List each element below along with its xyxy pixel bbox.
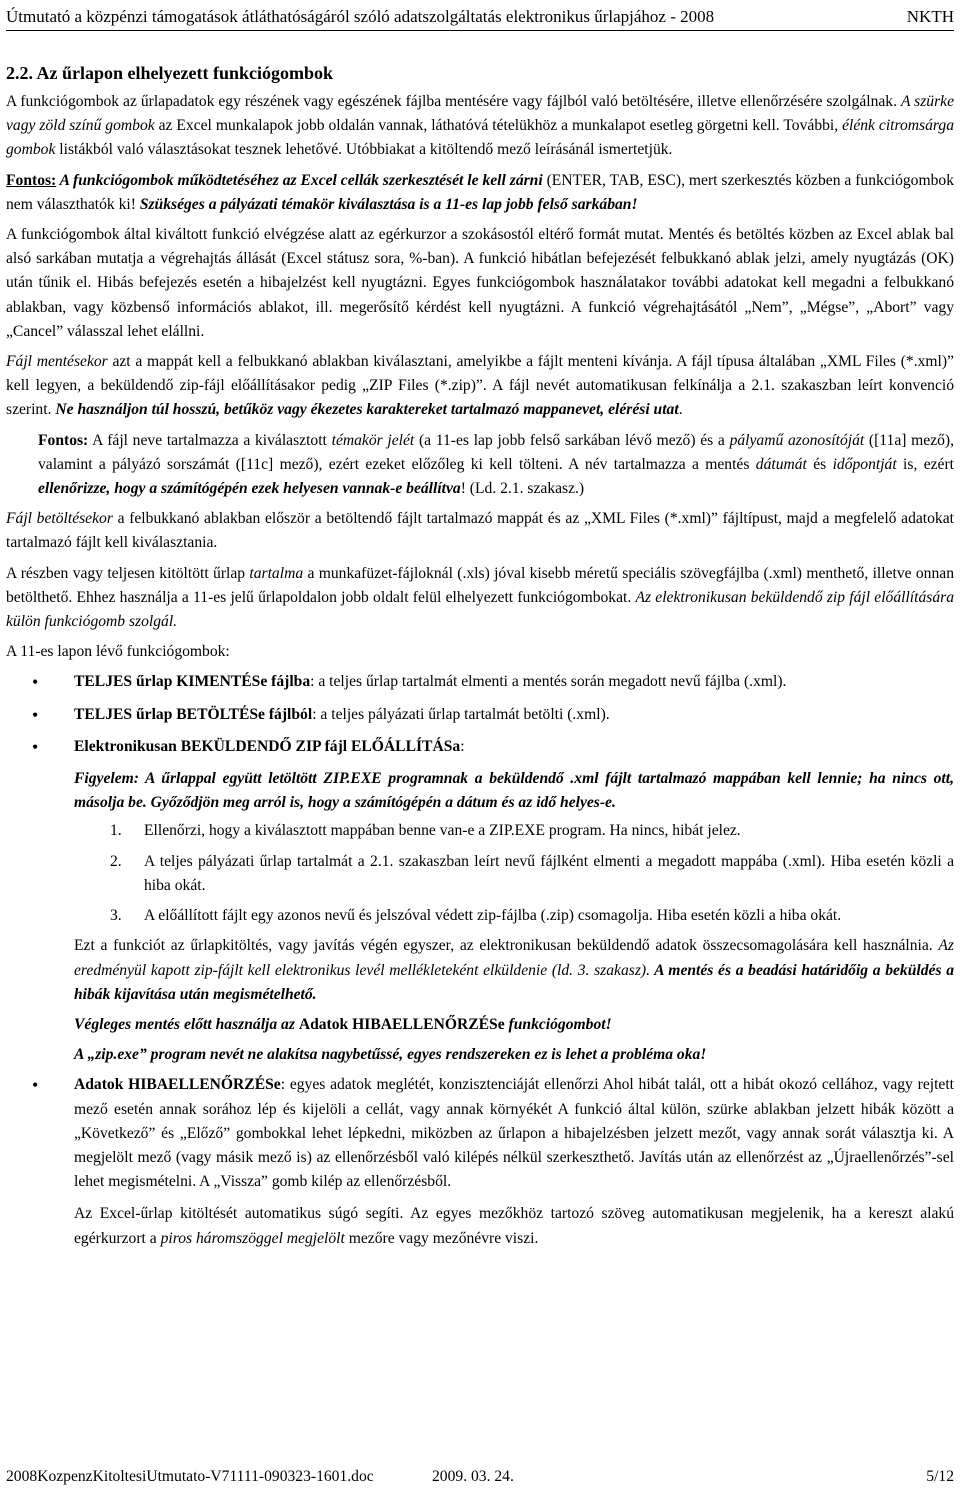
section-title: 2.2. Az űrlapon elhelyezett funkciógombok xyxy=(6,63,333,83)
page-footer xyxy=(6,1466,954,1488)
paragraph-cursor: A funkciógombok által kiváltott funkció elvégzése alatt az egérkurzor a szokásostól eltérő formát mutat. Mentés és betöltés közben az Excel ablak bal alsó sarkában mutatja a végrehajtás állását (Excel státusz sora, %-ban). A funkció hibátlan befejezését felbukkanó ablak jelzi, amely nyugtázás (OK) után tűnik el. Hibás befejezés esetén a hibajelzést kell nyugtázni. Egyes funkciógombok használatakor további adatokat kell megadni a felbukkanó ablakban, vagy közbenső információs ablakot, ill. megerősítő kérdést kell nyugtázni. A funkció végrehajtásától „Nem”, „Mégse”, „Abort” vagy „Cancel” válasszal lehet elállni. xyxy=(6,226,954,340)
paragraph-file-load: Fájl betöltésekor a felbukkanó ablakban először a betöltendő fájlt tartalmazó mappát és az „XML Files (*.xml)” fájltípust, majd a megfelelő adatokat tartalmazó fájlt kell kiválasztania. xyxy=(6,510,954,552)
zip-steps xyxy=(6,819,954,928)
help-note xyxy=(6,1202,954,1250)
footer-filename: 2008KozpenzKitoltesiUtmutato-V71111-090323-1601.doc xyxy=(6,1468,374,1485)
zip-details xyxy=(6,767,954,1067)
paragraph-help: Az Excel-űrlap kitöltését automatikus súgó segíti. Az egyes mezőkhöz tartozó szöveg automatikusan megjelenik, ha a kereszt alakú egérkurzort a piros háromszöggel megjelölt mezőre vagy mezőnévre viszi. xyxy=(74,1205,954,1247)
paragraph-important: Fontos: A funkciógombok működtetéséhez az Excel cellák szerkesztését le kell zárni (ENTER, TAB, ESC), mert szerkesztés közben a funkciógombok nem választhatók ki! Szükséges a pályázati témakör kiválasztása is a 11-es lap jobb felső sarkában! xyxy=(6,171,954,213)
list-item-load-full: • TELJES űrlap BETÖLTÉSe fájlból: a teljes pályázati űrlap tartalmát betölti (.xml). xyxy=(32,704,610,725)
footer-date: 2009. 03. 24. xyxy=(432,1468,514,1485)
page-content xyxy=(6,60,954,1255)
paragraph-final-save: Végleges mentés előtt használja az Adatok HIBAELLENŐRZÉSe funkciógombot! xyxy=(74,1015,612,1033)
paragraph-content-save: A részben vagy teljesen kitöltött űrlap tartalma a munkafüzet-fájloknál (.xls) jóval kisebb méretű speciális szövegfájlba (.xml) menthető, illetve onnan betölthető. Ehhez használja a 11-es jelű űrlapoldalon jobb oldalt felül elhelyezett funkciógombokat. Az elektronikusan beküldendő zip fájl előállítására külön funkciógomb szolgál. xyxy=(6,564,954,631)
list-item-save-full: • TELJES űrlap KIMENTÉSe fájlba: a teljes űrlap tartalmát elmenti a mentés során megadott nevű fájlba (.xml). xyxy=(32,672,787,693)
header-org: NKTH xyxy=(906,7,954,26)
paragraph-file-save: Fájl mentésekor azt a mappát kell a felbukkanó ablakban kiválasztani, amelyikbe a fájlt menteni kívánja. A fájl típusa általában „XML Files (*.xml)” kell legyen, a beküldendő zip-fájl előállításakor pedig „ZIP Files (*.zip)”. A fájl nevét automatikusan felkínálja a 2.1. szakaszban leírt konvenció szerint. Ne használjon túl hosszú, betűköz vagy ékezetes karaktereket tartalmazó mappanevet, elérési utat. xyxy=(6,353,954,419)
list-item-zip: • Elektronikusan BEKÜLDENDŐ ZIP fájl ELŐÁLLÍTÁSa: xyxy=(32,736,465,757)
page-header xyxy=(6,4,954,31)
paragraph-filename: Fontos: A fájl neve tartalmazza a kiválasztott témakör jelét (a 11-es lap jobb felső sarkában lévő mező) és a pályamű azonosítóját ([11a] mező), valamint a pályázó sorszámát ([11c] mező), ezért ezeket előzőleg ki kell tölteni. A név tartalmazza a mentés dátumát és időpontját is, ezért ellenőrizze, hogy a számítógépén ezek helyesen vannak-e beállítva! (Ld. 2.1. szakasz.) xyxy=(38,431,955,498)
step-item: 2. A teljes pályázati űrlap tartalmát a 2.1. szakaszban leírt nevű fájlként elmenti a megadott mappába (.xml). Hiba esetén közli a hiba okát. xyxy=(110,852,954,894)
button-list-2 xyxy=(6,1073,954,1194)
step-item: 3. A előállított fájlt egy azonos nevű és jelszóval védett zip-fájlba (.zip) csomagolja. Hiba esetén közli a hiba okát. xyxy=(110,907,842,925)
paragraph-intro: A funkciógombok az űrlapadatok egy részének vagy egészének fájlba mentésére vagy fájlból való betöltésére, illetve ellenőrzésére szolgálnak. A szürke vagy zöld színű gombok az Excel munkalapok jobb oldalán vannak, láthatóvá tételükhöz a munkalapot esetleg görgetni kell. További, élénk citromsárga gombok listákból való választásokat tesznek lehetővé. Utóbbiakat a kitöltendő mező leírásánál ismertetjük. xyxy=(6,93,954,159)
list-item-check: • Adatok HIBAELLENŐRZÉSe: egyes adatok meglétét, konzisztenciáját ellenőrzi Ahol hibát talál, ott a hibát okozó cellához, vagy rejtett mező esetén annak sorához lép és kijelöli a cellát, vagy annak környékét A funkció által külön, szürke ablakban jelzett hibák között a „Következő” és „Előző” gombokkal lehet lépkedni, miközben az űrlapon a hibajelzésben jelzett mezőt, vagy annak sorát választja ki. A megjelölt mező (vagy másik mező is) az ellenőrzésből való kilépés nélkül szerkeszthető. Javítás után az ellenőrzést az „Újraellenőrzés”-sel lehet megismételni. A „Vissza” gomb kilép az ellenőrzésből. xyxy=(32,1075,954,1191)
zip-warning: Figyelem: A űrlappal együtt letöltött ZIP.EXE programnak a beküldendő .xml fájlt tartalmazó mappában kell lennie; ha nincs ott, másolja be. Győződjön meg arról is, hogy a számítógépén a dátum és az idő helyes-e. xyxy=(74,770,954,812)
footer-page-number: 5/12 xyxy=(926,1468,954,1485)
header-title: Útmutató a közpénzi támogatások átláthatóságáról szóló adatszolgáltatás elektronikus űrlapjához - 2008 xyxy=(6,7,715,26)
paragraph-zip-usage: Ezt a funkciót az űrlapkitöltés, vagy javítás végén egyszer, az elektronikusan beküldendő adatok összecsomagolására kell használnia. Az eredményül kapott zip-fájlt kell elektronikus levél mellékleteként elküldenie (ld. 3. szakasz). A mentés és a beadási határidőig a beküldés a hibák kijavítása után megismételhető. xyxy=(74,937,954,1003)
paragraph-buttons-intro: A 11-es lapon lévő funkciógombok: xyxy=(6,643,230,661)
button-list xyxy=(6,670,954,759)
paragraph-zip-name: A „zip.exe” program nevét ne alakítsa nagybetűssé, egyes rendszereken ez is lehet a probléma oka! xyxy=(74,1046,707,1064)
step-item: 1. Ellenőrzi, hogy a kiválasztott mappában benne van-e a ZIP.EXE program. Ha nincs, hibát jelez. xyxy=(110,822,741,840)
